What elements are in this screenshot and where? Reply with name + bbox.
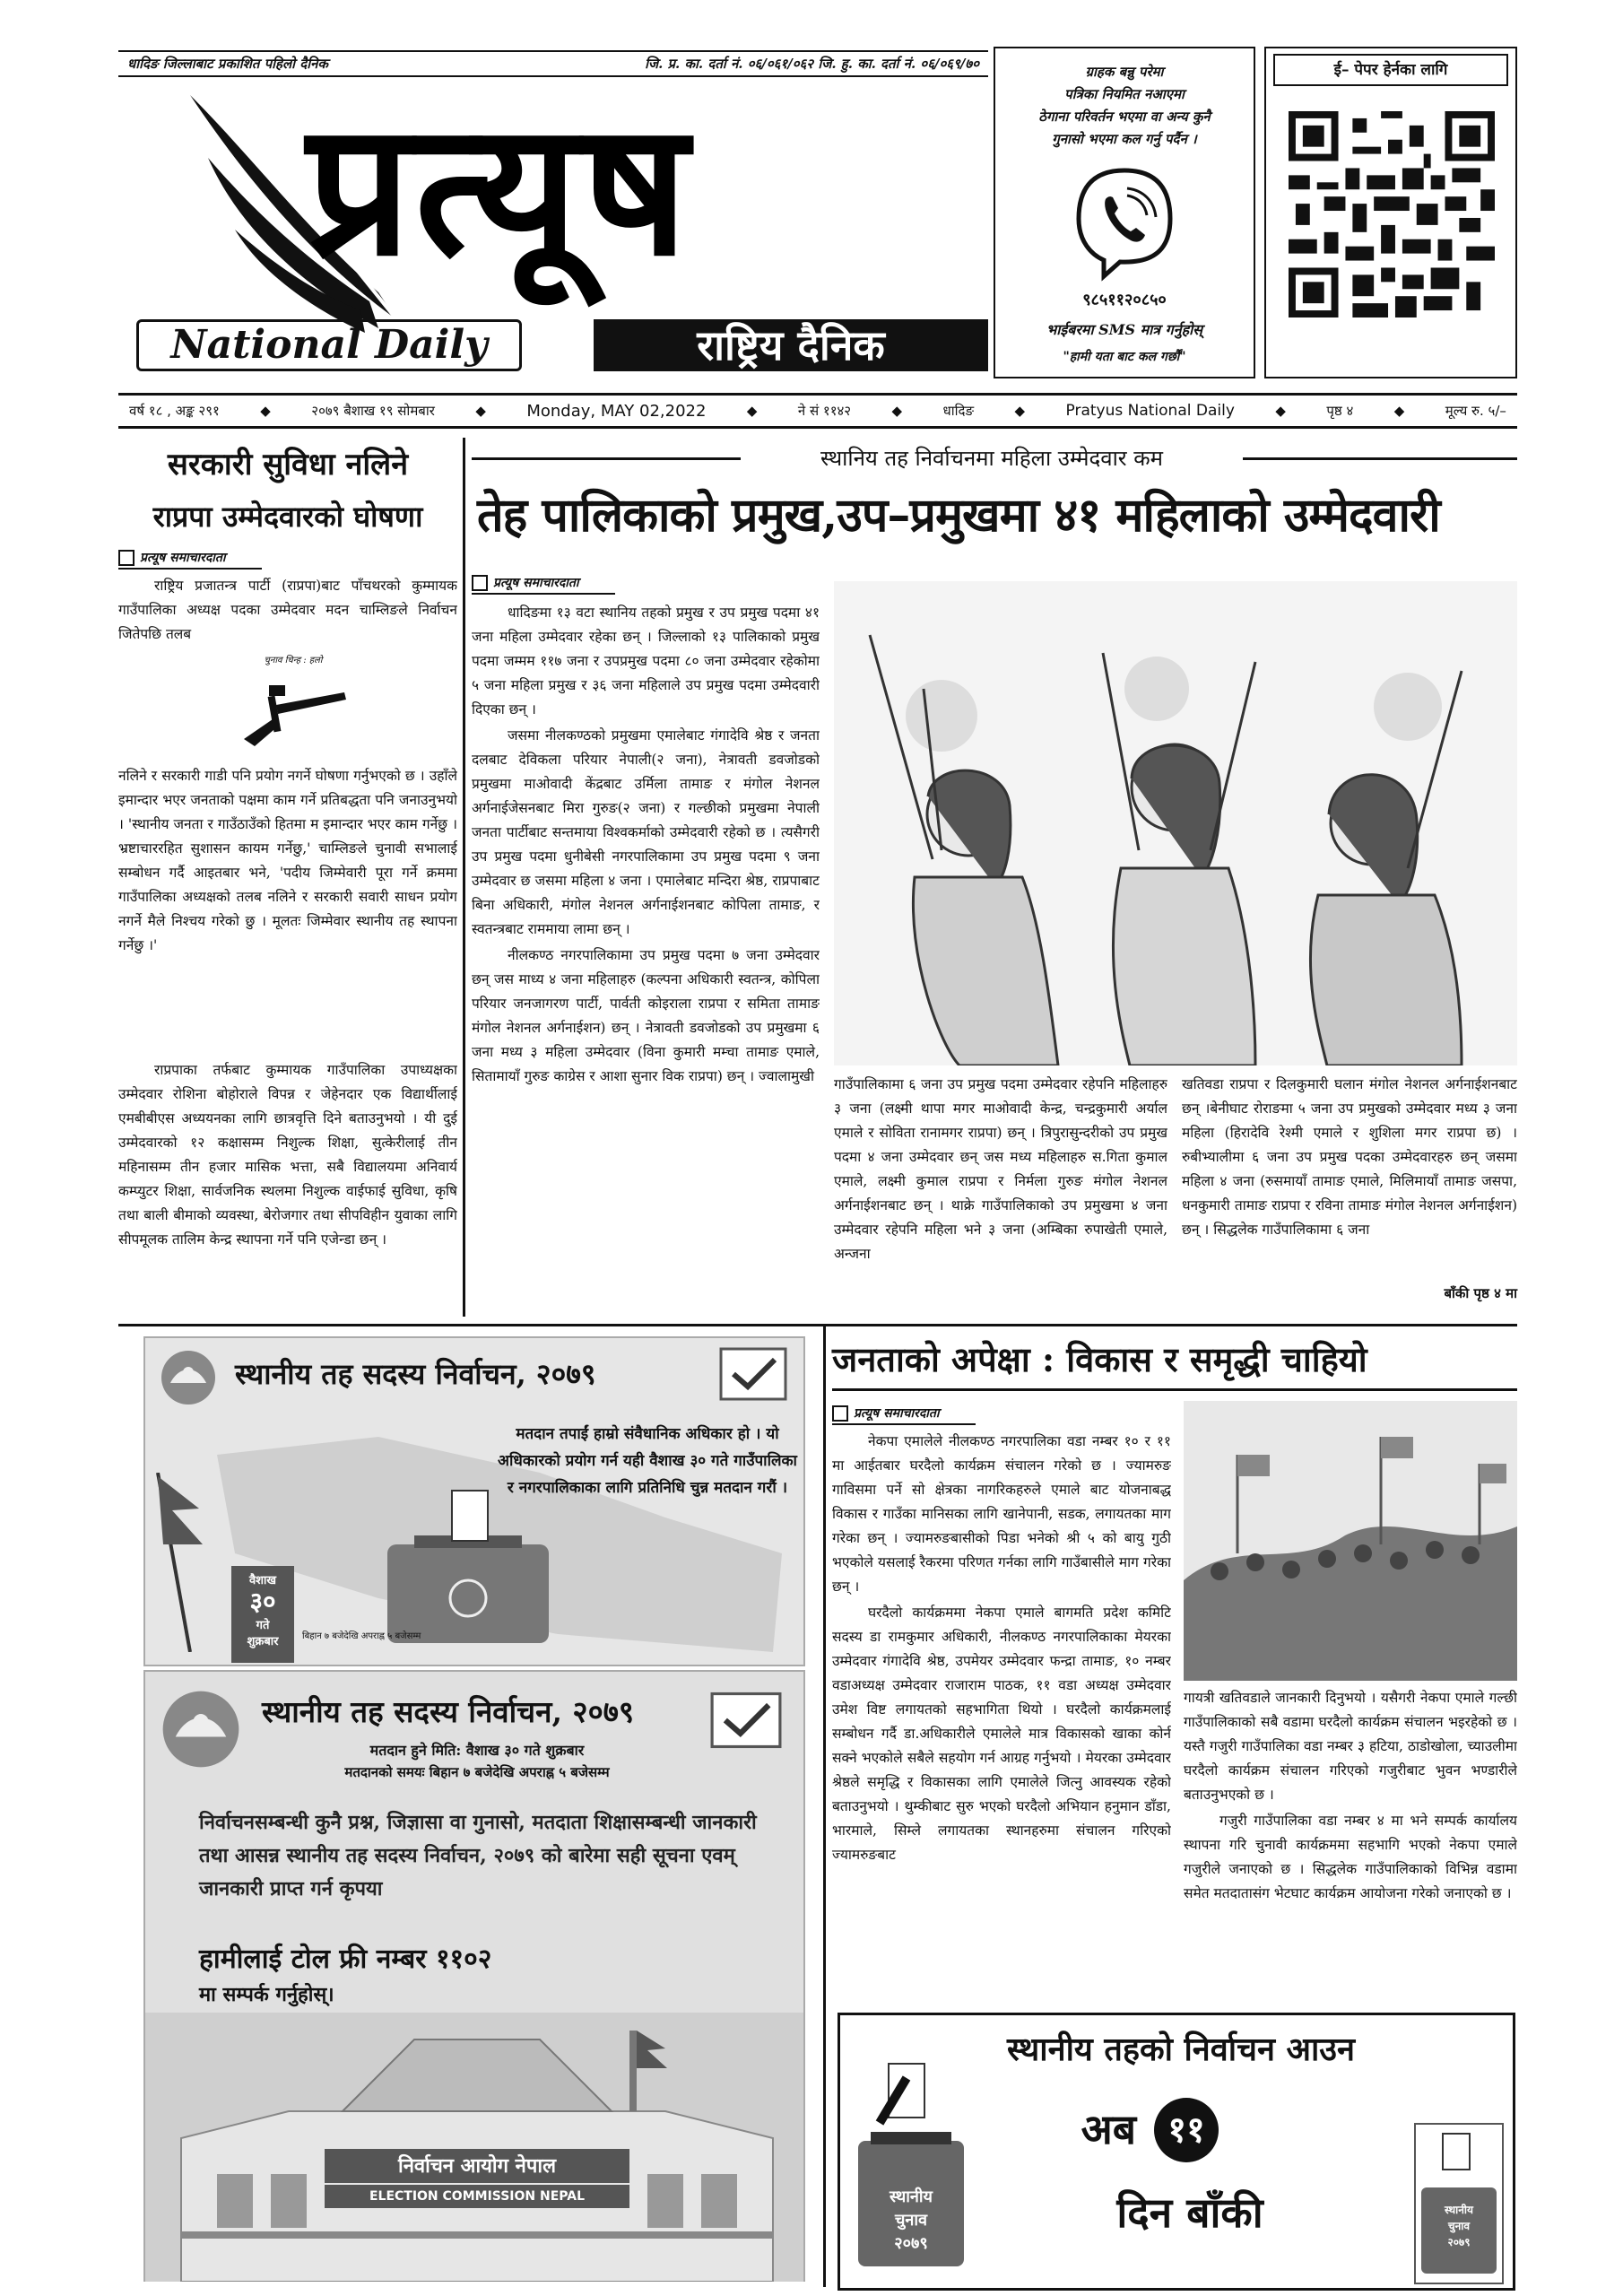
ballot-label-line: २०७९: [894, 2234, 928, 2253]
dateline-bar: [118, 393, 1517, 429]
notice-line: ठेगाना परिवर्तन भएमा वा अन्य कुनै: [1038, 109, 1211, 125]
left-byline: [118, 549, 262, 570]
bullet-icon: ◆: [746, 403, 758, 419]
main-byline: [472, 574, 615, 595]
building-sign-english: ELECTION COMMISSION NEPAL: [325, 2185, 629, 2208]
ballot-label-line: स्थानीय: [890, 2187, 933, 2206]
bullet-icon: ◆: [1275, 403, 1286, 419]
countdown-ballot-left: [853, 2060, 969, 2275]
bullet-icon: ◆: [1014, 403, 1026, 419]
english-date: Monday, MAY 02,2022: [526, 401, 707, 421]
countdown-line-2: दिन बाँकी: [1116, 2188, 1263, 2237]
paragraph: जसमा नीलकण्ठको प्रमुखमा एमालेबाट गंगादेवि श्रेष्ठ र जनता दलबाट देविकला परियार नेपाली(२ जना), नेत्रावती डवजोडको प्रमुखमा माओवादी केंद्रबाट उर्मिला तामाङ र मंगोल नेशनल अर्गनाईजेसनबाट मिरा गुरुङ(२ जना) र गल्छीको प्रमुखमा नेपाली जनता पार्टीबाट सन्तमाया विश्वकर्माको उम्मेदवारी रहेको छ । त्यसैगरी उप प्रमुख पदमा धुनीबेसी नगरपालिकामा उप प्रमुख पदमा ९ जना उम्मेदवार छ जसमा महिला ४ जना । एमालेबाट मन्दिरा श्रेष्ठ, राप्रपाबाट बिना अधिकारी, मंगोल नेशनल अर्गनाईशनबाट कोपिला तामाङ, र स्वतन्त्रबाट राममाया लामा छन् ।: [472, 727, 820, 937]
crowd-rally-image: [1184, 1401, 1517, 1681]
ad-bottom-body: निर्वाचनसम्बन्धी कुनै प्रश्न, जिज्ञासा वा गुनासो, मतदाता शिक्षासम्बन्धी जानकारी तथा आसन्न स्थानीय तह सदस्य निर्वाचन, २०७९ को बारेमा सही सूचना एवम् जानकारी प्राप्त गर्न कृपया: [199, 1811, 757, 1900]
plough-icon: [235, 665, 352, 755]
byline-square-icon: [472, 575, 488, 591]
place: धादिङ: [942, 403, 975, 419]
phone-number: ९८५११२०८५०: [1082, 291, 1167, 309]
date-day: ३०: [249, 1587, 276, 1616]
left-headline-2: राप्रपा उम्मेदवारको घोषणा: [152, 500, 423, 534]
left-para-1: [118, 574, 457, 649]
right-story: [832, 1327, 1517, 2009]
building-sign-nepali: निर्वाचन आयोग नेपाल: [325, 2149, 629, 2183]
countdown-days: ११: [1154, 2098, 1219, 2162]
date-weekday: शुक्रबार: [247, 1635, 279, 1648]
volume-issue: वर्ष १८ , अङ्क २९१: [129, 403, 220, 419]
ad-bottom-date: मतदान हुने मिति: वैशाख ३० गते शुक्रबार: [369, 1742, 585, 1759]
election-commission-building: [145, 2013, 803, 2282]
paragraph: नेकपा एमालेले नीलकण्ठ नगरपालिका वडा नम्बर १० र ११ मा आईतबार घरदैलो कार्यक्रम संचालन गरेको छ । ज्यामरुङ गाविसमा पर्ने सो क्षेत्रका नागरिकहरुले एमाले बाट योजनाबद्ध विकास र गाउँका मानिसका लागि खानेपानी, सडक, लगायतका माग गरेका छन् । ज्यामरुङबासीको पिडा भनेको श्री ५ को बायु गुठी भएकोले यसलाई रैकरमा परिणत गर्नका लागि गाउँबासीले माग गरेका छन् ।: [832, 1433, 1171, 1595]
paragraph: नीलकण्ठ नगरपालिकामा उप प्रमुख पदमा ७ जना उम्मेदवार छन् जस माध्य ४ जना महिलाहरु (कल्पना अधिकारी स्वतन्त्र, कोपिला परियार जनजागरण पार्टी, पार्वती कोइराला राप्रपा र समिता तामाङ मंगोल नेशनल अर्गनाईशन) छन् । नेत्रावती डवजोडको उप प्रमुखमा ६ जना मध्य ३ महिला उम्मेदवार (विना कुमारी मम्चा तामाङ एमाले, सितामायाँ गुरुङ काग्रेस र आशा सुनार विक राप्रपा) छन् । ज्वालामुखी: [472, 947, 820, 1084]
nepal-emblem-icon: [158, 1347, 219, 1408]
ballot-label: [1421, 2202, 1497, 2250]
epaper-box: [1264, 47, 1517, 378]
paragraph: राष्ट्रिय प्रजातन्त्र पार्टी (राप्रपा)बाट पाँचथरको कुम्मायक गाउँपालिका अध्यक्ष पदका उम्मेदवार मदन चाम्लिङले निर्वाचन जितेपछि तलब: [118, 578, 457, 642]
national-daily-label: National Daily: [136, 319, 522, 371]
byline-square-icon: [118, 550, 135, 566]
notice-line: ग्राहक बन्नु परेमा: [1085, 64, 1164, 80]
ad-top-title: स्थानीय तह सदस्य निर्वाचन, २०७९: [235, 1357, 596, 1391]
nepali-date: २०७९ बैशाख १९ सोमबार: [311, 403, 435, 419]
left-headline-1: सरकारी सुविधा नलिने: [167, 447, 409, 483]
bullet-icon: ◆: [891, 403, 903, 419]
left-story: [118, 438, 457, 1317]
tagline-left: धादिङ जिल्लाबाट प्रकाशित पहिलो दैनिक: [127, 56, 328, 72]
notice-text: [995, 61, 1254, 151]
rally-photo: [1184, 1401, 1517, 1681]
right-headline: जनताको अपेक्षा : विकास र समृद्धी चाहियो: [832, 1331, 1517, 1391]
date-month: वैशाख: [248, 1574, 277, 1587]
countdown-box: [838, 2013, 1515, 2291]
main-col-3: [1182, 1073, 1517, 1279]
ballot-tick-icon: [719, 1347, 787, 1401]
celebrating-women-image: [834, 581, 1517, 1065]
masthead: [118, 50, 988, 375]
paper-name: Pratyus National Daily: [1065, 402, 1235, 420]
ad-bottom-time: मतदानको समयः बिहान ७ बजेदेखि अपराह्न ५ बजेसम्म: [344, 1764, 610, 1780]
nepal-flag-icon: [154, 1473, 208, 1652]
byline-square-icon: [832, 1405, 848, 1422]
byline-text: प्रत्यूष समाचारदाता: [854, 1406, 940, 1421]
price: मूल्य रु. ५/–: [1445, 403, 1506, 419]
bullet-icon: ◆: [475, 403, 486, 419]
right-col-2: [1184, 1686, 1517, 2005]
countdown-ab: अब: [1081, 2105, 1136, 2153]
paragraph: राप्रपाका तर्फबाट कुम्मायक गाउँपालिका उपाध्यक्षका उम्मेदवार रोशिना बोहोराले विपन्न र जेहेनदार एक विद्यार्थीलाई एमबीबीएस अध्ययनका लागि छात्रवृत्ति दिने बताउनुभयो । यी दुई उम्मेदवारको १२ कक्षासम्म निशुल्क शिक्षा, सुत्केरीलाई तीन महिनासम्म तीन हजार मासिक भत्ता, सबै विद्यालयमा अनिवार्य कम्प्युटर शिक्षा, सार्वजनिक स्थलमा निशुल्क वाईफाई सुविधा, कृषि तथा बाली बीमाको व्यवस्था, बेरोजगार तथा सीपविहीन युवाका लागि सीपमूलक तालिम केन्द्र स्थापना गर्ने पनि एजेन्डा छन् ।: [118, 1062, 457, 1248]
epaper-label: ई– पेपर हेर्नका लागि: [1273, 54, 1508, 86]
nepal-sambat: ने सं ११४२: [797, 403, 852, 419]
logo-title: प्रत्यूष: [307, 82, 692, 297]
ballot-tick-icon: [710, 1692, 782, 1749]
symbol-caption: चुनाव चिन्ह : हलो: [264, 656, 323, 665]
ballot-label: [862, 2186, 960, 2256]
paragraph: नलिने र सरकारी गाडी पनि प्रयोग नगर्ने घोषणा गर्नुभएको छ । उहाँले इमान्दार भएर जनताको पक्षमा काम गर्ने प्रतिबद्धता पनि जनाउनुभयो । 'स्थानीय जनता र गाउँठाउँको हितमा म इमान्दार भएर काम गर्नेछु । भ्रष्टाचाररहित सुशासन कायम गर्नेछु,' चाम्लिङले चुनावी सभालाई सम्बोधन गर्दै आइतबार भने, 'पदीय जिम्मेवारी पूरा गर्ने क्रममा गाउँपालिका अध्यक्षको तलब नलिने र सरकारी सवारी साधन प्रयोग नगर्ने मैले निश्चय गरेको छु । मूलतः जिम्मेवार स्थानीय तह स्थापना गर्नेछु ।': [118, 768, 457, 953]
left-para-2: [118, 764, 457, 1057]
left-para-3: [118, 1058, 457, 1315]
right-byline: [832, 1405, 976, 1425]
paragraph: खतिवडा राप्रपा र दिलकुमारी घलान मंगोल नेशनल अर्गनाईशनबाट छन् ।बेनीघाट रोराङमा ५ जना उप प्रमुखको उम्मेदवार मध्य ३ जना महिला (हिरादेवि रेश्मी एमाले र शुशिला मगर राप्रपा छ) । रुबीभ्यालीमा ६ जना उप प्रमुख पदका उम्मेदवारहरु छन् जसमा महिला ४ जना (रुसमायाँ तामाङ एमाले, मिलिमायाँ तामाङ जसपा, धनकुमारी तामाङ राप्रपा र रविना तामाङ मंगोल नेशनल अर्गनाईशन) छन् । सिद्धलेक गाउँपालिकामा ६ जना: [1182, 1076, 1517, 1238]
ballot-label-line: चुनाव: [894, 2211, 928, 2230]
main-story: [472, 438, 1517, 1317]
countdown-line-1: स्थानीय तहको निर्वाचन आउन: [1007, 2031, 1355, 2068]
subscriber-notice-box: [994, 47, 1255, 378]
ad-top-time: बिहान ७ बजेदेखि अपराह्न ५ बजेसम्म: [302, 1631, 421, 1641]
main-col-1: [472, 601, 820, 1315]
paragraph: घरदैलो कार्यक्रममा नेकपा एमाले बागमति प्रदेश कमिटि सदस्य डा रामकुमार अधिकारी, नीलकण्ठ नगरपालिकाका मेयरका उम्मेदवार गंगादेवि श्रेष्ठ, उपमेयर उम्मेदवार फन्द्रा तामाङ, १० नम्बर वडाअध्यक्ष उम्मेदवार राजाराम पाठक, ११ वडा अध्यक्ष उम्मेदवार उमेश विष्ट लगायतको सहभागिता थियो । घरदैलो कार्यक्रमलाई सम्बोधन गर्दै डा.अधिकारीले एमालेले मात्र विकासको खाका कोर्न सक्ने भएकोले सबैले सहयोग गर्न आग्रह गर्नुभयो । मेयरका उम्मेदवार श्रेष्ठले समृद्धि र विकासका लागि एमालेले जित्नु आवस्यक रहेको बताउनुभयो । थुम्कीबाट सुरु भएको घरदैलो अभियान हनुमान डाँडा, भारमाले, सिम्ले लगायतका स्थानहरुमा संचालन गरिएको ज्यामरुङबाट: [832, 1605, 1171, 1863]
countdown-ballot-right: [1414, 2123, 1504, 2284]
masthead-logo: [154, 77, 988, 319]
continued-marker[interactable]: बाँकी पृष्ठ ४ मा: [1444, 1285, 1517, 1301]
ballot-label-line: चुनाव: [1447, 2220, 1471, 2232]
ballot-box-icon: [369, 1482, 567, 1652]
ad-bottom-contact: मा सम्पर्क गर्नुहोस्।: [199, 1983, 334, 2006]
registration-number: जि. प्र. का. दर्ता नं. ०६/०६१/०६२ जि. हु. का. दर्ता नं. ०६/०६९/७०: [645, 56, 979, 72]
ballot-label-line: स्थानीय: [1445, 2204, 1473, 2216]
qr-code-icon[interactable]: [1289, 111, 1495, 317]
election-ad-bottom: [143, 1670, 805, 2282]
ad-bottom-tollfree[interactable]: हामीलाई टोल फ्री नम्बर ११०२: [199, 1944, 492, 1975]
nepal-emblem-icon: [158, 1686, 244, 1772]
paragraph: गजुरी गाउँपालिका वडा नम्बर ४ मा भने सम्पर्क कार्यालय स्थापना गरि चुनावी कार्यक्रममा सहभागि भएको नेकपा एमाले गजुरीले जनाएको छ । सिद्धलेक गाउँपालिकाको विभिन्न वडामा समेत मतदातासंग भेटघाट कार्यक्रम आयोजना गरेको जनाएको छ ।: [1184, 1813, 1517, 1901]
byline-text: प्रत्यूष समाचारदाता: [140, 551, 226, 565]
rashtriya-dainik-label: राष्ट्रिय दैनिक: [594, 319, 988, 371]
bullet-icon: ◆: [260, 403, 271, 419]
election-ad-top: [143, 1336, 805, 1666]
ballot-label-line: २०७९: [1447, 2236, 1471, 2248]
viber-sms-text: भाईबरमा SMS मात्र गर्नुहोस्: [1046, 321, 1203, 338]
paragraph: गायत्री खतिवडाले जानकारी दिनुभयो । यसैगरी नेकपा एमाले गल्छी गाउँपालिकाको सबै वडामा घरदैलो कार्यक्रम संचालन भइरहेको छ । यस्तै गजुरी गाउँपालिका वडा नम्बर ३ हटिया, ठाडोखोला, च्याउलीमा घरदैलो कार्यक्रम संचालन गरिएको गजुरीबाट भुवन भण्डारीले बताउनुभएको छ ।: [1184, 1690, 1517, 1803]
column-divider: [823, 1324, 826, 2287]
ad-top-message: मतदान तपाईं हाम्रो संवैधानिक अधिकार हो । यो अधिकारको प्रयोग गर्न यही वैशाख ३० गते गाउँपालिका र नगरपालिकाका लागि प्रतिनिधि चुन्न मतदान गरौं ।: [498, 1425, 797, 1497]
right-col-1: [832, 1430, 1171, 2004]
bullet-icon: ◆: [1393, 403, 1405, 419]
paragraph: धादिङमा १३ वटा स्थानिय तहको प्रमुख र उप प्रमुख पदमा ४१ जना महिला उम्मेदवार रहेका छन् । जिल्लाको १३ पालिकाको प्रमुख पदमा जम्मम ११७ जना र उपप्रमुख पदमा ८० जना उम्मेदवार रहेकोमा ५ जना महिला प्रमुख र ३६ जना महिलाले उप प्रमुख पदमा उम्मेदवारी दिएका छन् ।: [472, 604, 820, 718]
page-divider: [118, 1324, 1517, 1326]
ad-bottom-title: स्थानीय तह सदस्य निर्वाचन, २०७९: [262, 1694, 635, 1729]
main-kicker: स्थानिय तह निर्वाचनमा महिला उम्मेदवार कम: [741, 441, 1243, 475]
page-number: पृष्ठ ४: [1326, 403, 1354, 419]
viber-phone-icon: [1072, 165, 1177, 282]
byline-text: प्रत्यूष समाचारदाता: [493, 576, 579, 590]
plough-symbol: [235, 653, 352, 761]
women-celebrating-illustration: [834, 581, 1517, 1065]
main-headline: तेह पालिकाको प्रमुख,उप–प्रमुखमा ४१ महिलाको उम्मेदवारी: [477, 488, 1440, 543]
paragraph: गाउँपालिकामा ६ जना उप प्रमुख पदमा उम्मेदवार रहेपनि महिलाहरु ३ जना (लक्ष्मी थापा मगर माओवादी केन्द्र, चन्द्रकुमारी अर्याल एमाले र सोविता रानामगर राप्रपा) छन् । त्रिपुरासुन्दरीको उप प्रमुख पदमा ४ जना उम्मेदवार छन् जस मध्य महिलाहरु स.गिता कुमाल एमाले, लक्ष्मी कुमाल राप्रपा र निर्मला गुरुङ मंगोल नेशनल अर्गनाईशनबाट छन् । थाक्रे गाउँपालिकाको उप प्रमुखमा ४ जना उम्मेदवार रहेपनि महिला भने ३ जना (अम्बिका रुपाखेती एमाले, अन्जना: [834, 1076, 1167, 1262]
viber-quote: "हामी यता बाट कल गर्छौं": [1063, 350, 1186, 364]
ad-top-date-badge: [231, 1566, 294, 1663]
main-col-2: [834, 1073, 1167, 1315]
date-suffix: गते: [256, 1619, 270, 1632]
notice-line: गुनासो भएमा कल गर्नु पर्दैन ।: [1052, 131, 1197, 147]
notice-line: पत्रिका नियमित नआएमा: [1064, 86, 1185, 102]
column-divider: [463, 438, 465, 1317]
